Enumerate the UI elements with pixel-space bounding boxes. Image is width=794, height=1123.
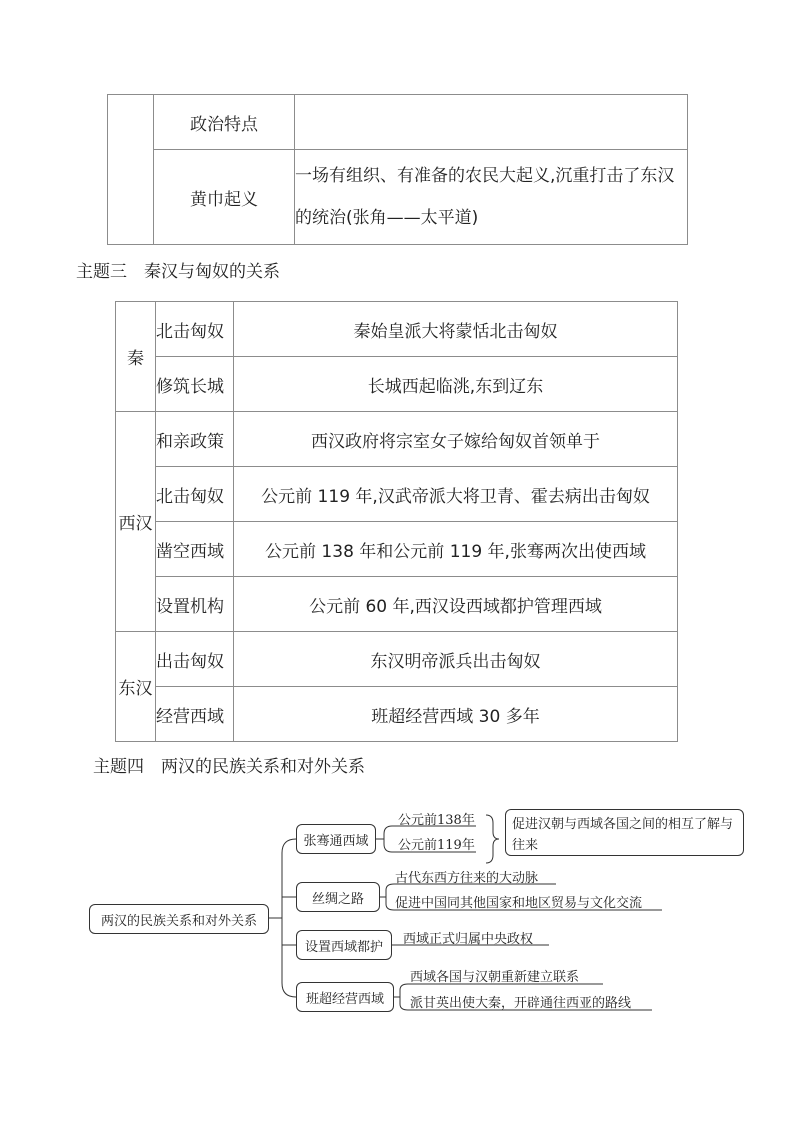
branch-detail: 派甘英出使大秦，开辟通往西亚的路线	[410, 996, 632, 1011]
branch-detail: 西域各国与汉朝重新建立联系	[410, 970, 580, 985]
row-label: 政治特点	[154, 95, 295, 150]
mindmap-branch-protectorate: 设置西域都护	[296, 930, 392, 960]
row-content: 公元前 119 年,汉武帝派大将卫青、霍去病出击匈奴	[234, 467, 678, 522]
dynasty-cell: 秦	[116, 302, 156, 412]
section-title-theme3: 主题三 秦汉与匈奴的关系	[76, 262, 280, 282]
dynasty-cell: 西汉	[116, 412, 156, 632]
branch-detail: 公元前119年	[398, 838, 475, 853]
row-label: 设置机构	[156, 577, 234, 632]
row-content: 班超经营西域 30 多年	[234, 687, 678, 742]
mindmap-branch-silkroad: 丝绸之路	[296, 882, 380, 912]
row-content: 公元前 60 年,西汉设西域都护管理西域	[234, 577, 678, 632]
row-label: 凿空西域	[156, 522, 234, 577]
mindmap-root-node: 两汉的民族关系和对外关系	[89, 904, 269, 934]
mindmap-branch-zhangqian: 张骞通西域	[296, 824, 376, 854]
branch-note: 促进汉朝与西域各国之间的相互了解与往来	[505, 809, 744, 856]
branch-detail: 促进中国同其他国家和地区贸易与文化交流	[395, 896, 643, 911]
row-label: 黄巾起义	[154, 150, 295, 245]
branch-detail: 古代东西方往来的大动脉	[395, 871, 539, 886]
row-content: 西汉政府将宗室女子嫁给匈奴首领单于	[234, 412, 678, 467]
row-label: 北击匈奴	[156, 467, 234, 522]
row-label: 和亲政策	[156, 412, 234, 467]
branch-detail: 公元前138年	[398, 813, 475, 828]
mindmap-branch-banchao: 班超经营西域	[296, 982, 394, 1012]
row-label: 修筑长城	[156, 357, 234, 412]
row-content: 东汉明帝派兵出击匈奴	[234, 632, 678, 687]
row-content: 秦始皇派大将蒙恬北击匈奴	[234, 302, 678, 357]
row-label: 经营西域	[156, 687, 234, 742]
row-content: 一场有组织、有准备的农民大起义,沉重打击了东汉的统治(张角——太平道)	[295, 150, 688, 245]
dynasty-cell: 东汉	[116, 632, 156, 742]
row-content: 公元前 138 年和公元前 119 年,张骞两次出使西域	[234, 522, 678, 577]
section-title-theme4: 主题四 两汉的民族关系和对外关系	[93, 757, 365, 777]
row-label: 北击匈奴	[156, 302, 234, 357]
row-content: 长城西起临洮,东到辽东	[234, 357, 678, 412]
row-label: 出击匈奴	[156, 632, 234, 687]
branch-detail: 西域正式归属中央政权	[403, 932, 534, 947]
